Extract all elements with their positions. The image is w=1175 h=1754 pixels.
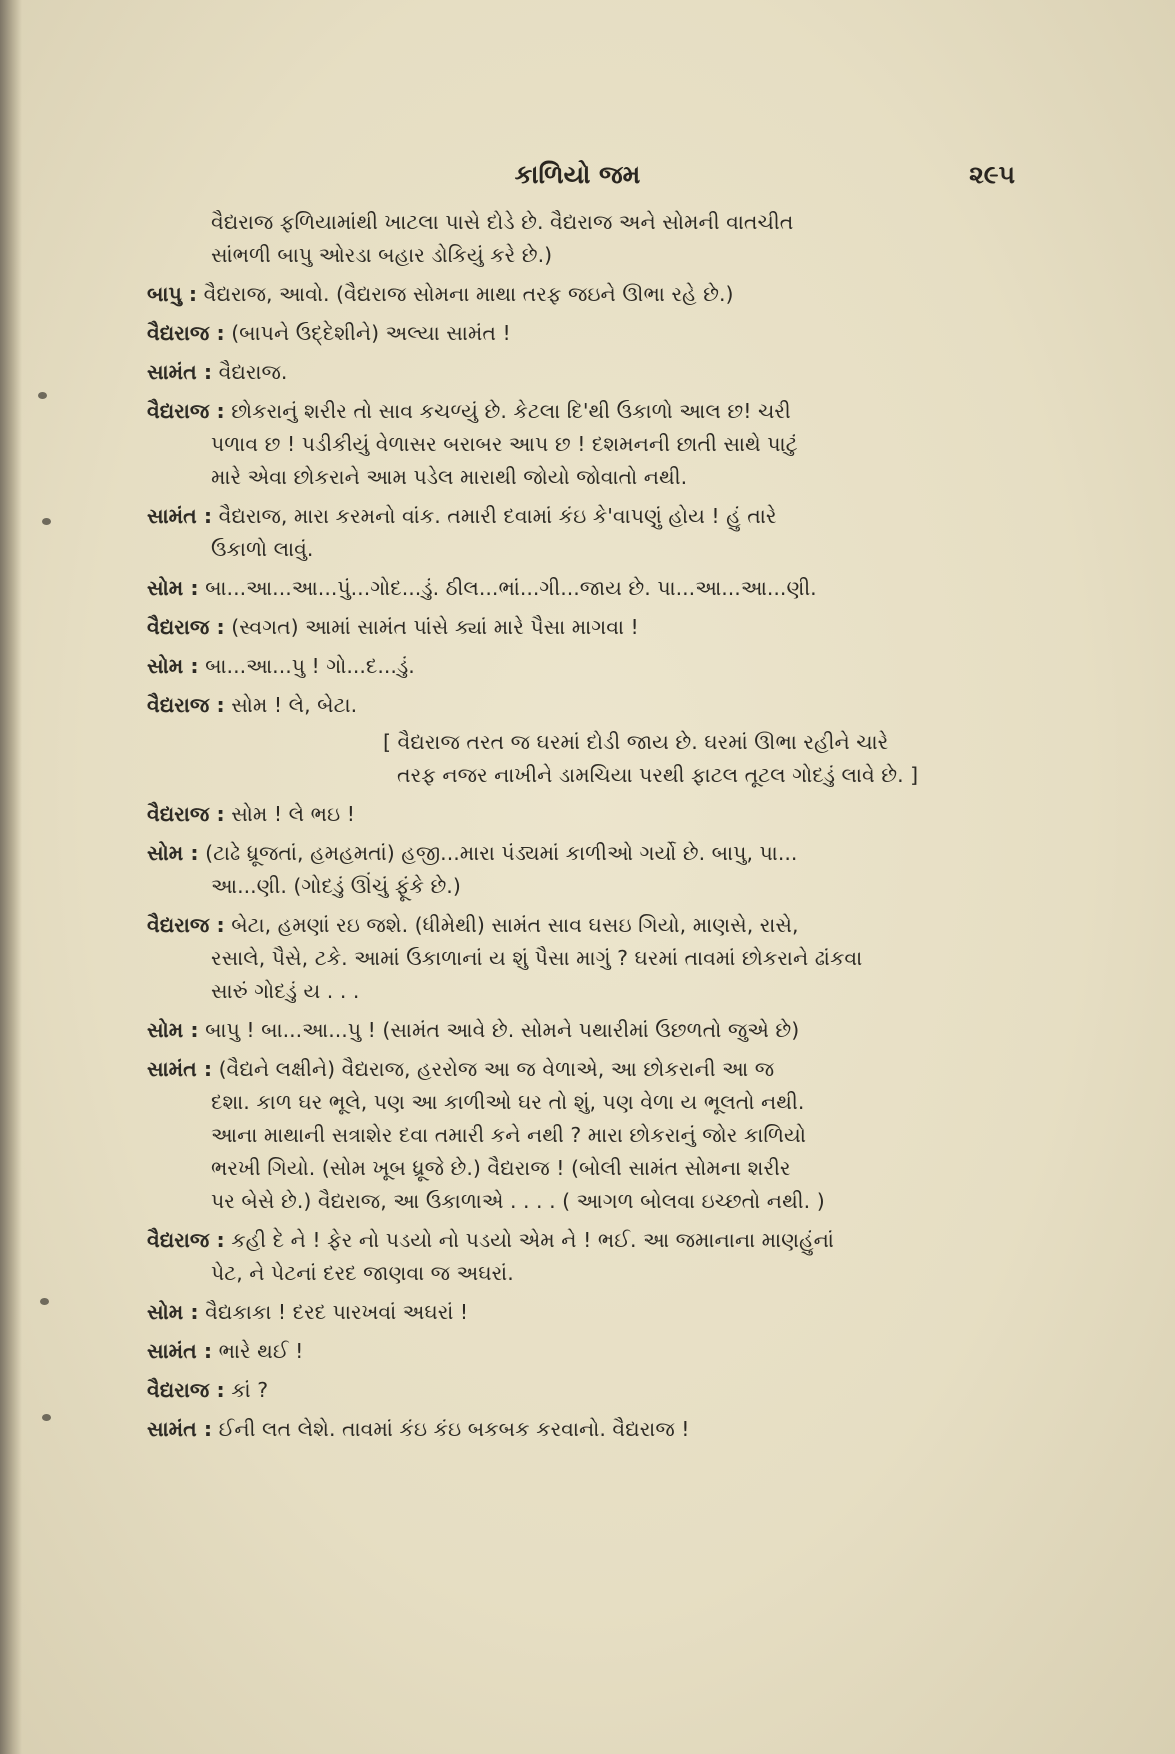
- dialogue-text: (વૈદ્યને લક્ષીને) વૈદ્યરાજ, હરરોજ આ જ વેળાએ, આ છોકરાની આ જ: [218, 1057, 775, 1081]
- speaker-name: વૈદ્યરાજ :: [147, 913, 225, 937]
- dialogue-entry: [147, 1296, 1007, 1329]
- dialogue-entry: [147, 572, 1007, 605]
- dialogue-entry: [147, 611, 1007, 644]
- dialogue-text: (બાપને ઉદ્દેશીને) અલ્યા સામંત !: [231, 321, 511, 345]
- speaker-name: સામંત :: [147, 1417, 213, 1441]
- dialogue-entry: [147, 1413, 1007, 1446]
- dialogue-text: આના માથાની સત્રાશેર દવા તમારી કને નથી ? મારા છોકરાનું જોર કાળિયો: [211, 1123, 806, 1147]
- speaker-name: બાપુ :: [147, 282, 198, 306]
- speaker-name: વૈદ્યરાજ :: [147, 693, 225, 717]
- dialogue-text: દશા. કાળ ઘર ભૂલે, પણ આ કાળીઓ ઘર તો શું, પણ વેળા ય ભૂલતો નથી.: [211, 1090, 805, 1114]
- speaker-name: વૈદ્યરાજ :: [147, 321, 225, 345]
- binding-hole: [38, 392, 47, 399]
- page-number: ૨૯૫: [969, 160, 1015, 189]
- direction-line: [ વૈદ્યરાજ તરત જ ઘરમાં દોડી જાય છે. ઘરમાં ઊભા રહીને ચારે: [383, 730, 889, 754]
- dialogue-text: છોકરાનું શરીર તો સાવ કચળ્યું છે. કેટલા દિ'થી ઉકાળો આલ છ! ચરી: [231, 399, 791, 423]
- dialogue-entry: [147, 1374, 1007, 1407]
- dialogue-entry: [147, 837, 1007, 903]
- dialogue-text: આ...ણી. (ગોદડું ઊંચું ફૂંકે છે.): [211, 874, 461, 898]
- speaker-name: સોમ :: [147, 654, 199, 678]
- dialogue-text: વૈદ્યકાકા ! દરદ પારખવાં અઘરાં !: [205, 1300, 469, 1324]
- dialogue-text: સારું ગોદડું ય . . .: [211, 979, 360, 1003]
- speaker-name: સોમ :: [147, 576, 199, 600]
- dialogue-text: સોમ ! લે, બેટા.: [231, 693, 358, 717]
- speaker-name: સામંત :: [147, 504, 213, 528]
- dialogue-entry: [147, 1053, 1007, 1218]
- dialogue-text: બા...આ...પુ ! ગો...દ...ડું.: [205, 654, 415, 678]
- dialogue-text: કહી દે ને ! ફેર નો પડયો નો પડયો એમ ને ! ભઈ. આ જમાનાના માણહુંનાં: [231, 1228, 834, 1252]
- dialogue-text: પર બેસે છે.) વૈદ્યરાજ, આ ઉકાળાએ . . . . ( આગળ બોલવા ઇચ્છતો નથી. ): [211, 1189, 825, 1213]
- dialogue-text: વૈદ્યરાજ.: [218, 360, 288, 384]
- dialogue-text: વૈદ્યરાજ, મારા કરમનો વાંક. તમારી દવામાં કંઇ કે'વાપણું હોય ! હું તારે: [218, 504, 777, 528]
- dialogue-text: પેટ, ને પેટનાં દરદ જાણવા જ અઘરાં.: [211, 1261, 514, 1285]
- speaker-name: સામંત :: [147, 1339, 213, 1363]
- direction-line: તરફ નજર નાખીને ડામચિયા પરથી ફાટલ તૂટલ ગોદડું લાવે છે. ]: [397, 763, 919, 787]
- speaker-name: વૈદ્યરાજ :: [147, 1228, 225, 1252]
- dialogue-text: સોમ ! લે ભઇ !: [231, 802, 355, 826]
- opening-stage-direction: [147, 206, 1007, 272]
- dialogue-entry: [147, 650, 1007, 683]
- dialogue-entry: [147, 798, 1007, 831]
- binding-hole: [40, 1298, 49, 1305]
- bracketed-stage-direction: [147, 726, 1007, 792]
- dialogue-text: (ટાઢે ધ્રૂજતાં, હમહમતાં) હજી...મારા પંડ્યમાં કાળીઓ ગર્યો છે. બાપુ, પા...: [205, 841, 798, 865]
- direction-line: સાંભળી બાપુ ઓરડા બહાર ડોકિયું કરે છે.): [211, 243, 553, 267]
- dialogue-text: કાં ?: [231, 1378, 269, 1402]
- running-title: કાળિયો જમ: [514, 160, 641, 189]
- speaker-name: વૈદ્યરાજ :: [147, 615, 225, 639]
- dialogue-text: ભરખી ગિયો. (સોમ ખૂબ ધ્રૂજે છે.) વૈદ્યરાજ ! (બોલી સામંત સોમના શરીર: [211, 1156, 791, 1180]
- dialogue-entry: [147, 909, 1007, 1008]
- dialogue-entry: [147, 1014, 1007, 1047]
- speaker-name: વૈદ્યરાજ :: [147, 802, 225, 826]
- dialogue-text: પળાવ છ ! પડીકીયું વેળાસર બરાબર આપ છ ! દશમનની છાતી સાથે પાટું: [211, 432, 798, 456]
- dialogue-entry: [147, 317, 1007, 350]
- dialogue-text: બાપુ ! બા...આ...પુ ! (સામંત આવે છે. સોમને પથારીમાં ઉછળતો જુએ છે): [205, 1018, 800, 1042]
- dialogue-text: રસાલે, પૈસે, ટકે. આમાં ઉકાળાનાં ય શું પૈસા માગું ? ઘરમાં તાવમાં છોકરાને ઢાંકવા: [211, 946, 863, 970]
- dialogue-entry: [147, 500, 1007, 566]
- dialogue-text: વૈદ્યરાજ, આવો. (વૈદ્યરાજ સોમના માથા તરફ જઇને ઊભા રહે છે.): [203, 282, 734, 306]
- dialogue-text: ઈની લત લેશે. તાવમાં કંઇ કંઇ બકબક કરવાનો. વૈદ્યરાજ !: [218, 1417, 690, 1441]
- dialogue-text: (સ્વગત) આમાં સામંત પાંસે ક્યાં મારે પૈસા માગવા !: [231, 615, 639, 639]
- page-spine-shadow: [0, 0, 22, 1754]
- dialogue-text: મારે એવા છોકરાને આમ પડેલ મારાથી જોયો જોવાતો નથી.: [211, 465, 688, 489]
- dialogue-text: બા...આ...આ...પું...ગોદ...ડું. ઠીલ...ભાં...ગી...જાય છે. પા...આ...આ...ણી.: [205, 576, 817, 600]
- speaker-name: સામંત :: [147, 1057, 213, 1081]
- speaker-name: સોમ :: [147, 841, 199, 865]
- dialogue-text: બેટા, હમણાં રઇ જશે. (ધીમેથી) સામંત સાવ ઘસઇ ગિયો, માણસે, રાસે,: [231, 913, 799, 937]
- speaker-name: સોમ :: [147, 1018, 199, 1042]
- binding-hole: [42, 1414, 51, 1421]
- speaker-name: વૈદ્યરાજ :: [147, 399, 225, 423]
- dialogue-text: ઉકાળો લાવું.: [211, 537, 314, 561]
- dialogue-entry: [147, 356, 1007, 389]
- binding-hole: [42, 518, 51, 525]
- direction-line: વૈદ્યરાજ ફળિયામાંથી ખાટલા પાસે દોડે છે. વૈદ્યરાજ અને સોમની વાતચીત: [211, 210, 794, 234]
- speaker-name: સામંત :: [147, 360, 213, 384]
- dialogue-text: ભારે થઈ !: [218, 1339, 304, 1363]
- speaker-name: વૈદ્યરાજ :: [147, 1378, 225, 1402]
- page-header: [140, 160, 1015, 200]
- speaker-name: સોમ :: [147, 1300, 199, 1324]
- dialogue-entry: [147, 689, 1007, 722]
- dialogue-entry: [147, 278, 1007, 311]
- dialogue-entry: [147, 1335, 1007, 1368]
- dialogue-entry: [147, 1224, 1007, 1290]
- dialogue-entry: [147, 395, 1007, 494]
- page-body: [147, 206, 1007, 1446]
